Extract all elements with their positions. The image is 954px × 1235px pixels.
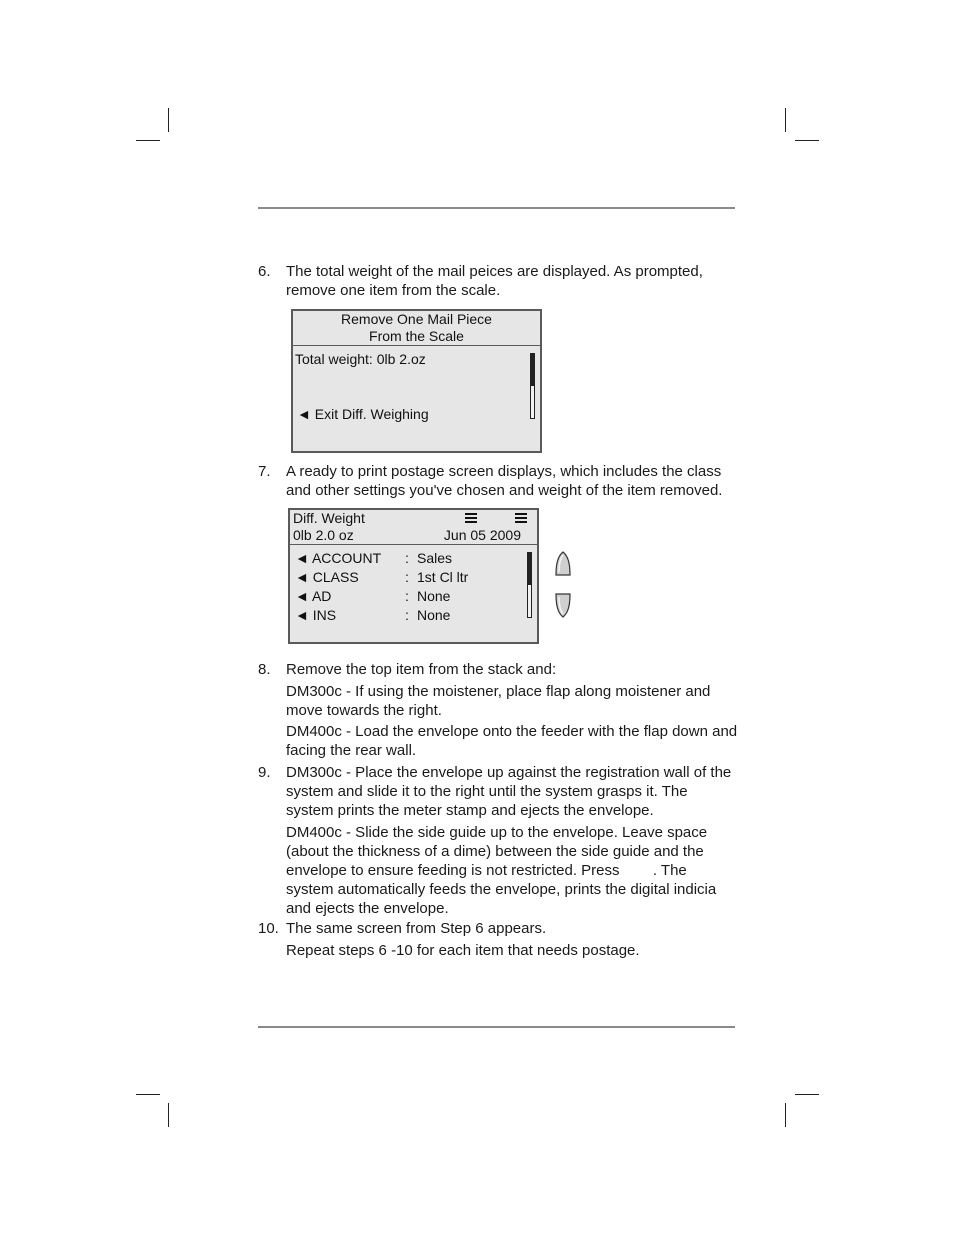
- crop-mark: [136, 140, 160, 141]
- crop-mark: [795, 1094, 819, 1095]
- lcd-header: [293, 311, 540, 346]
- scrollbar[interactable]: [530, 353, 535, 419]
- scrollbar-thumb[interactable]: [531, 354, 534, 386]
- scrollbar-thumb[interactable]: [528, 553, 531, 585]
- menu-icon[interactable]: [465, 513, 477, 523]
- step-10-repeat: Repeat steps 6 -10 for each item that needs postage.: [286, 942, 640, 959]
- lcd-screen-remove-piece: [291, 309, 542, 453]
- step-text: DM300c - Place the envelope up against the registration wall of the system and slide it to the right until the system grasps it. The system prints the meter stamp and ejects the envelope.: [286, 764, 732, 819]
- crop-mark: [785, 1103, 786, 1127]
- crop-mark: [795, 140, 819, 141]
- header-rule: [258, 207, 735, 209]
- crop-mark: [785, 108, 786, 132]
- step-9-dm400c: DM400c - Slide the side guide up to the envelope. Leave space (about the thickness of a dime) between the side guide and the envelope to ensure feeding is not restricted. Press . The system automatically feeds the envelope, prints the digital indicia and ejects the envelope.: [286, 824, 721, 917]
- step-text: The same screen from Step 6 appears.: [286, 920, 547, 937]
- step-number: 7.: [258, 463, 271, 480]
- exit-diff-weighing[interactable]: ◄ Exit Diff. Weighing: [297, 406, 429, 422]
- menu-icon[interactable]: [515, 513, 527, 523]
- weight-display: 0lb 2.0 oz: [293, 527, 354, 543]
- down-arrow-key-icon[interactable]: [555, 592, 571, 618]
- step-text: The total weight of the mail peices are displayed. As prompted, remove one item from the scale.: [286, 263, 703, 299]
- lcd-title-line1: Remove One Mail Piece: [341, 311, 492, 327]
- step-number: 8.: [258, 661, 271, 678]
- step-8-dm300c: DM300c - If using the moistener, place flap along moistener and move towards the right.: [286, 683, 711, 719]
- step-text: Remove the top item from the stack and:: [286, 661, 557, 678]
- lcd-screen-ready-to-print: Diff. Weight 0lb 2.0 oz Jun 05 2009 ◄ ACCOUNT : Sales ◄ CLASS : 1st Cl ltr ◄ AD : None ◄ INS : None: [288, 508, 539, 644]
- step-number: 9.: [258, 764, 271, 781]
- footer-rule: [258, 1026, 735, 1028]
- lcd-header: [290, 510, 537, 545]
- crop-mark: [136, 1094, 160, 1095]
- scrollbar[interactable]: [527, 552, 532, 618]
- step-number: 10.: [258, 920, 279, 937]
- step-number: 6.: [258, 263, 271, 280]
- crop-mark: [168, 108, 169, 132]
- crop-mark: [168, 1103, 169, 1127]
- total-weight: Total weight: 0lb 2.oz: [295, 351, 426, 367]
- step-text: A ready to print postage screen displays, which includes the class and other settings you've chosen and weight of the item removed.: [286, 463, 723, 499]
- lcd-title-line2: From the Scale: [369, 328, 464, 344]
- step-8-dm400c: DM400c - Load the envelope onto the feeder with the flap down and facing the rear wall.: [286, 723, 738, 759]
- up-arrow-key-icon[interactable]: [555, 551, 571, 577]
- mode-label: Diff. Weight: [293, 510, 365, 526]
- date-display: Jun 05 2009: [443, 527, 521, 543]
